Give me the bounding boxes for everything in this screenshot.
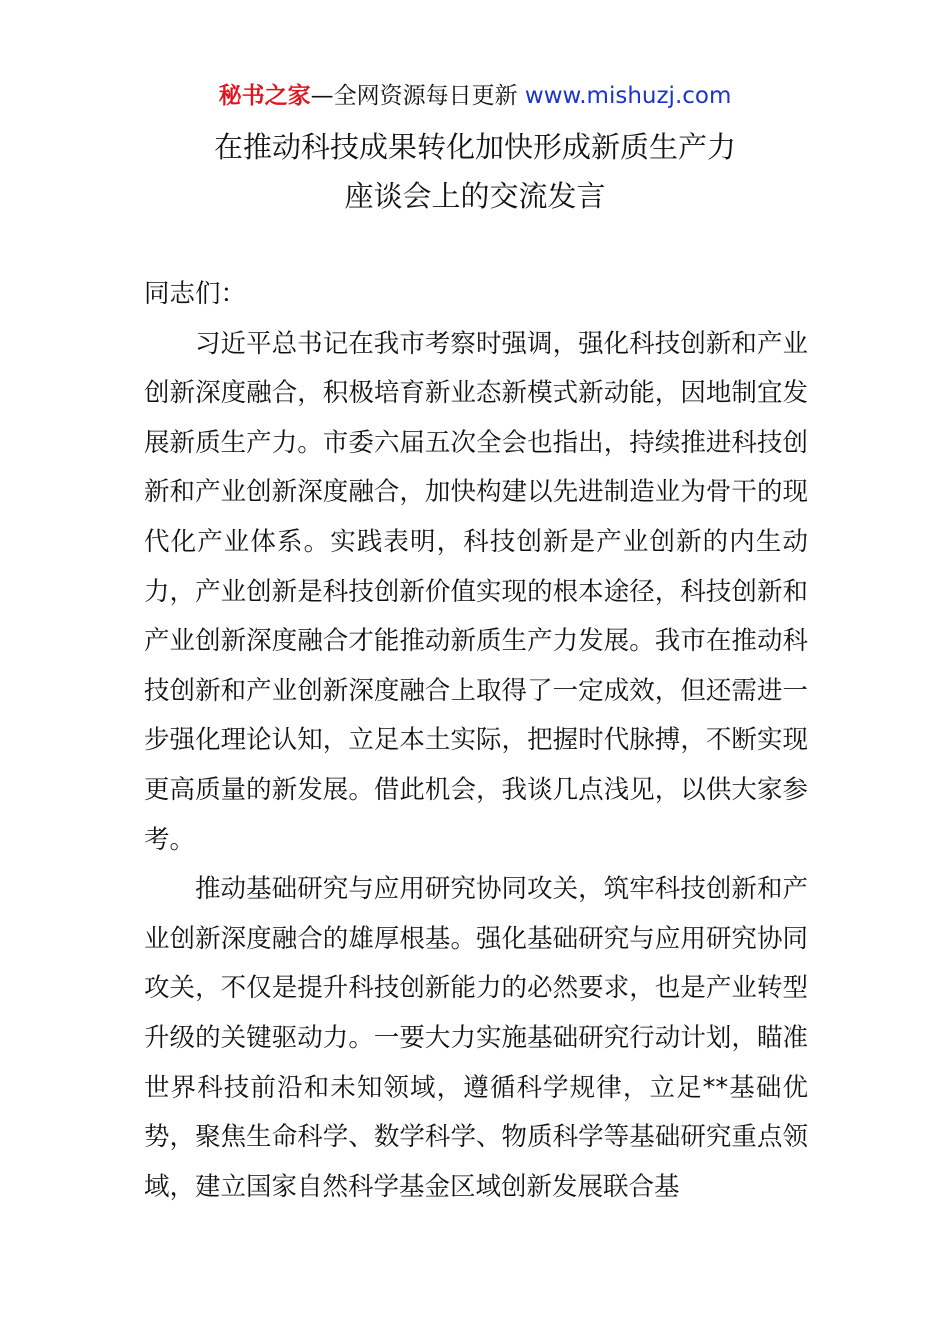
header-tagline: —全网资源每日更新 <box>310 83 518 109</box>
site-header <box>0 80 950 112</box>
brand-name: 秘书之家 <box>218 83 311 109</box>
document-title-line-2: 座谈会上的交流发言 <box>344 179 606 213</box>
document-title-line-1: 在推动科技成果转化加快形成新质生产力 <box>213 130 736 164</box>
paragraph-1: 习近平总书记在我市考察时强调，强化科技创新和产业创新深度融合，积极培育新业态新模式新动能，因地制宜发展新质生产力。市委六届五次全会也指出，持续推进科技创新和产业创新深度融合，加快构建以先进制造业为骨干的现代化产业体系。实践表明，科技创新是产业创新的内生动力，产业创新是科技创新价值实现的根本途径，科技创新和产业创新深度融合才能推动新质生产力发展。我市在推动科技创新和产业创新深度融合上取得了一定成效，但还需进一步强化理论认知，立足本土实际，把握时代脉搏，不断实现更高质量的新发展。借此机会，我谈几点浅见，以供大家参考。 <box>144 328 808 855</box>
document-body <box>144 270 808 1212</box>
site-url-link[interactable]: www.mishuzj.com <box>524 83 732 109</box>
paragraph-2: 推动基础研究与应用研究协同攻关，筑牢科技创新和产业创新深度融合的雄厚根基。强化基础研究与应用研究协同攻关，不仅是提升科技创新能力的必然要求，也是产业转型升级的关键驱动力。一要大力实施基础研究行动计划，瞄准世界科技前沿和未知领域，遵循科学规律，立足**基础优势，聚焦生命科学、数学科学、物质科学等基础研究重点领域，建立国家自然科学基金区域创新发展联合基 <box>144 874 808 1202</box>
salutation: 同志们： <box>144 279 247 309</box>
